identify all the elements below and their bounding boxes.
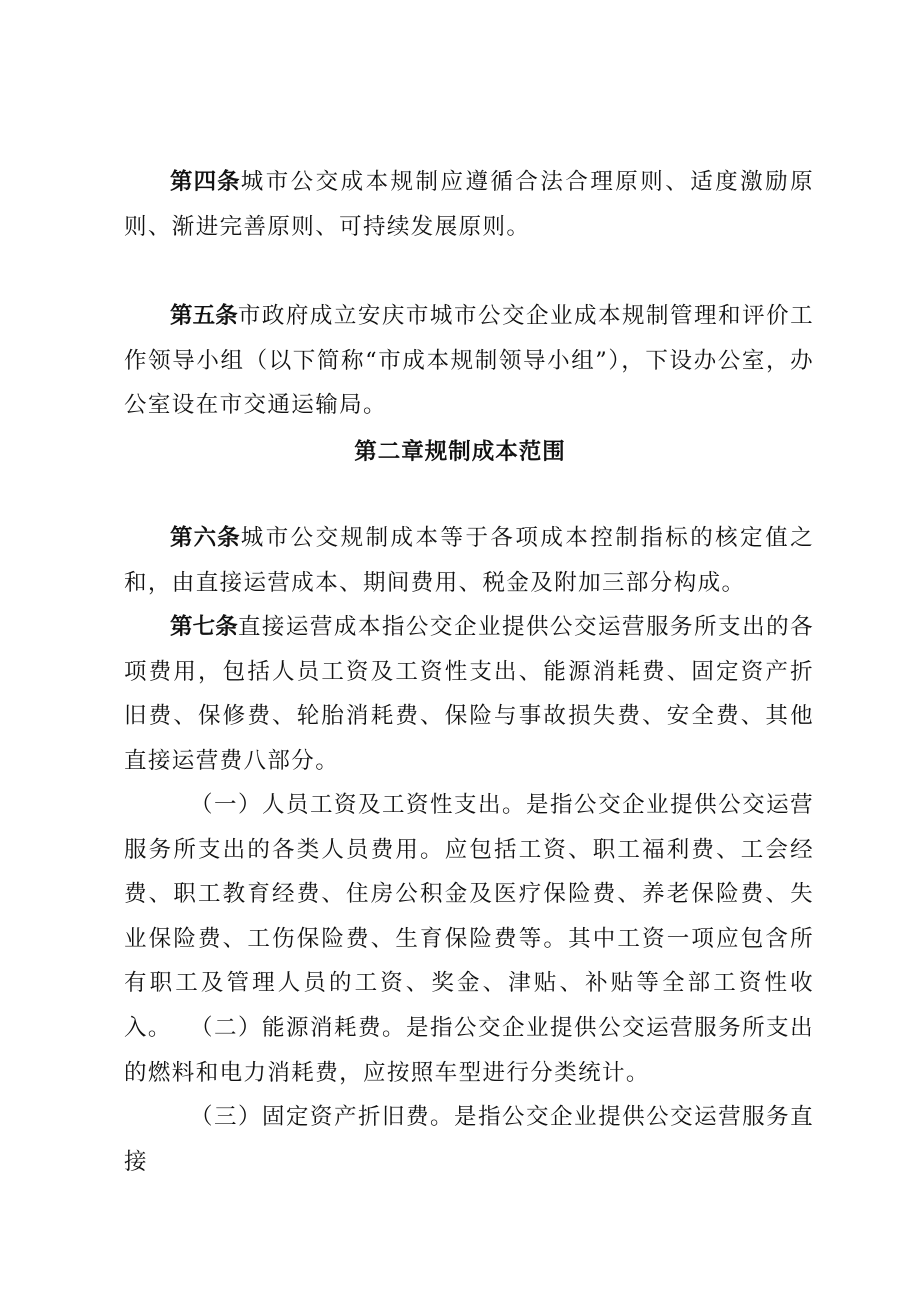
article-7-label: 第七条 (170, 614, 238, 640)
article-6-label: 第六条 (170, 525, 241, 551)
item-2: （二）能源消耗费。是指公交企业提供公交运营服务所支出的燃料和电力消耗费，应按照车型进行分类统计。 (124, 1015, 814, 1086)
article-5-text: 市政府成立安庆市城市公交企业成本规制管理和评价工作领导小组（以下简称“市成本规制领导小组”），下设办公室，办公室设在市交通运输局。 (124, 303, 814, 418)
article-5-label: 第五条 (170, 303, 238, 329)
article-4-label: 第四条 (170, 169, 241, 195)
article-5 (124, 294, 814, 428)
chapter-2-heading: 第二章规制成本范围 (354, 439, 566, 465)
article-4-text: 城市公交成本规制应遵循合法合理原则、适度激励原则、渐进完善原则、可持续发展原则。 (124, 169, 814, 240)
article-6-text: 城市公交规制成本等于各项成本控制指标的核定值之和，由直接运营成本、期间费用、税金及附加三部分构成。 (124, 525, 814, 596)
item-1: （一）人员工资及工资性支出。是指公交企业提供公交运营服务所支出的各类人员费用。应包括工资、职工福利费、工会经费、职工教育经费、住房公积金及医疗保险费、养老保险费、失业保险费、工伤保险费、生育保险费等。其中工资一项应包含所有职工及管理人员的工资、奖金、津贴、补贴等全部工资性收入。 (124, 792, 814, 1041)
article-7-text: 直接运营成本指公交企业提供公交运营服务所支出的各项费用，包括人员工资及工资性支出、能源消耗费、固定资产折旧费、保修费、轮胎消耗费、保险与事故损失费、安全费、其他直接运营费八部分。 (124, 614, 814, 774)
article-7 (124, 605, 814, 783)
item-3: （三）固定资产折旧费。是指公交企业提供公交运营服务直接 (124, 1104, 814, 1175)
article-6 (124, 516, 814, 605)
article-4 (124, 160, 814, 249)
